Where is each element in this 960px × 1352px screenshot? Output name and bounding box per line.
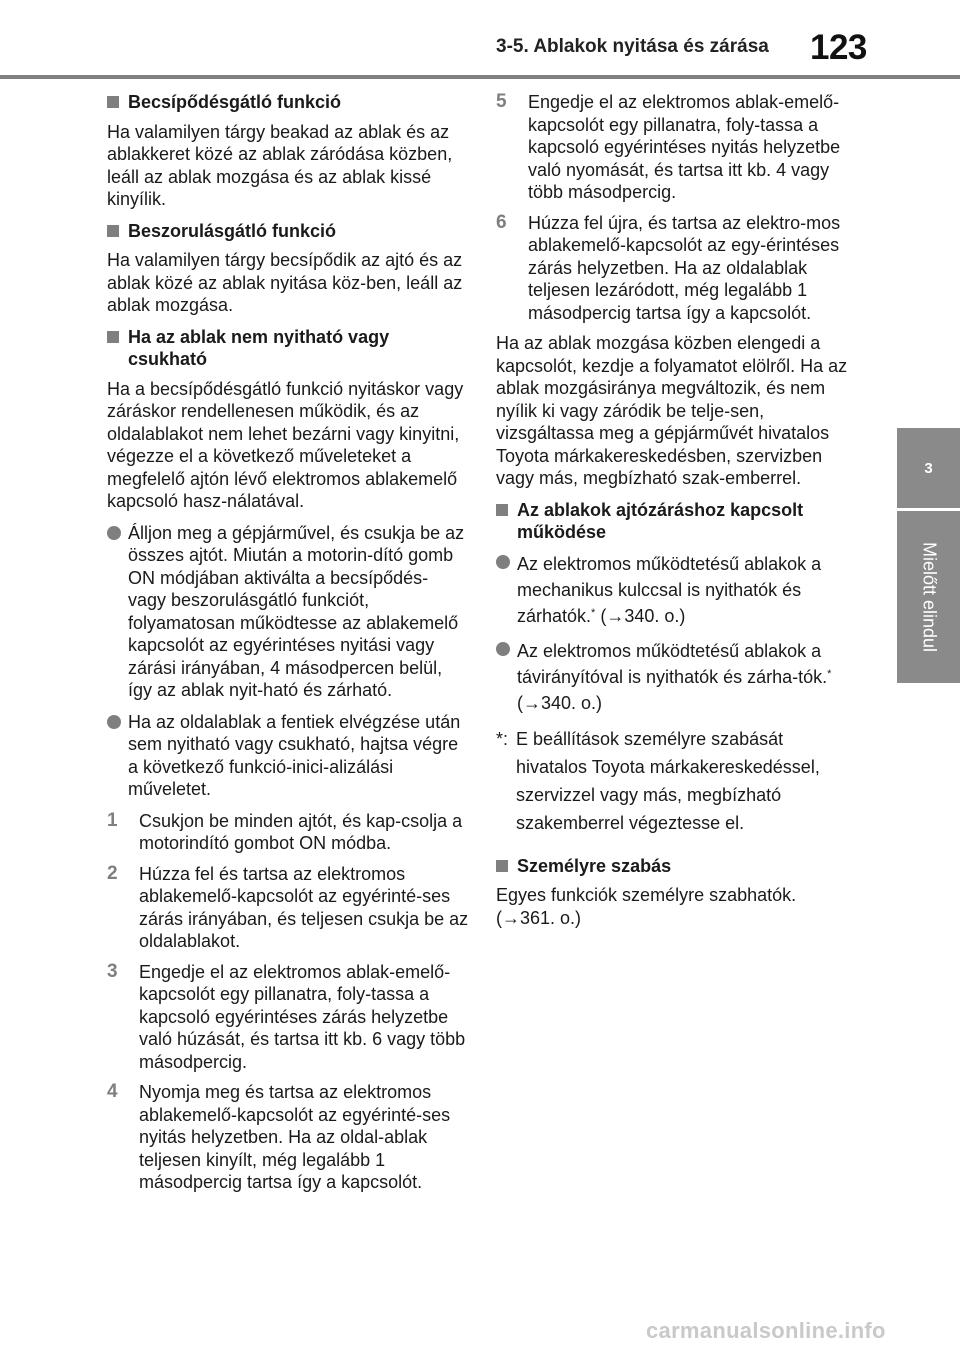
step-item — [107, 961, 469, 1074]
step-item — [107, 810, 469, 855]
square-bullet-icon — [107, 331, 119, 343]
circle-bullet-icon — [107, 526, 121, 540]
page-reference[interactable]: (→340. o.) — [595, 605, 686, 626]
page-number: 123 — [810, 28, 867, 67]
watermark: carmanualsonline.info — [646, 1318, 886, 1343]
paragraph: Ha az ablak mozgása közben elengedi a kapcsolót, kezdje a folyamatot elölről. Ha az ablak mozgásiránya megváltozik, és nem nyílik ki vagy záródik be telje-sen, vizsgáltassa meg a gépjárművét hivatalos Toyota márkakereskedésben, szervizben vagy más, megbízható szak-emberrel. — [496, 333, 848, 488]
section-heading — [107, 220, 469, 243]
heading-text: Személyre szabás — [517, 855, 672, 876]
bullet-item — [496, 551, 856, 629]
square-bullet-icon — [496, 860, 508, 872]
step-number: 1 — [107, 809, 118, 831]
chapter-title: Mielőtt elindul — [919, 541, 939, 653]
section-heading — [107, 91, 469, 114]
bullet-item — [107, 711, 469, 801]
heading-text: Az ablakok ajtózáráshoz kapcsolt működése — [517, 499, 804, 542]
footnote-star: * — [827, 667, 832, 680]
paragraph: Ha valamilyen tárgy beakad az ablak és az ablakkeret közé az ablak záródása közben, leáll az ablak mozgása és az ablak kissé kinyílik. — [107, 121, 453, 209]
chapter-number: 3 — [924, 459, 933, 477]
chapter-tab-number[interactable] — [897, 428, 960, 508]
step-number: 2 — [107, 862, 118, 884]
step-number: 4 — [107, 1081, 118, 1102]
heading-text: Ha az ablak nem nyitható vagy csukható — [128, 326, 390, 369]
bullet-text: Ha az oldalablak a fentiek elvégzése után sem nyitható vagy csukható, hajtsa végre a következő funkció-inici-alizálási műveletet. — [128, 711, 461, 799]
footnote-star: * — [591, 606, 596, 619]
step-number: 5 — [496, 91, 507, 112]
circle-bullet-icon — [496, 555, 510, 569]
section-heading — [496, 855, 856, 878]
section-heading — [107, 326, 469, 371]
bullet-text: Álljon meg a gépjárművel, és csukja be az összes ajtót. Miután a motorin-dító gomb ON módjában aktiválta a becsípődés- vagy beszorulásgátló funkciót, folyamatosan működtesse az ablakemelő kapcsolót az egyérintéses nyitási vagy zárási irányában, 4 másodpercen belül, így az ablak nyit-ható és zárható. — [128, 522, 465, 700]
bullet-item — [107, 522, 469, 702]
left-column — [107, 91, 469, 1202]
heading-text: Becsípődésgátló funkció — [128, 92, 342, 112]
step-text: Húzza fel újra, és tartsa az elektro-mos ablakemelő-kapcsolót az egy-érintéses zárás helyzetben. Ha az oldalablak teljesen lezáródott, még legalább 1 másodpercig tartsa így a kapcsolót. — [528, 212, 841, 323]
paragraph: Ha a becsípődésgátló funkció nyitáskor vagy záráskor rendellenesen működik, és az oldalablakot nem lehet bezárni vagy kinyitni, végezze el a következő műveleteket a megfelelő ajtón lévő elektromos ablakemelő kapcsoló hasz-nálatával. — [107, 378, 464, 511]
chapter-tab-title[interactable] — [897, 511, 960, 683]
section-heading — [496, 499, 856, 544]
step-text: Csukjon be minden ajtót, és kap-csolja a motorindító gombot ON módba. — [139, 810, 463, 853]
square-bullet-icon — [107, 225, 119, 237]
paragraph: Ha valamilyen tárgy becsípődik az ajtó és az ablak közé az ablak nyitása köz-ben, leáll az ablak mozgása. — [107, 250, 463, 315]
footnote-mark: *: — [496, 728, 509, 749]
circle-bullet-icon — [107, 715, 121, 729]
section-title: 3-5. Ablakok nyitása és zárása — [496, 36, 769, 57]
step-item — [107, 1081, 469, 1194]
footnote — [496, 725, 856, 837]
paragraph: Egyes funkciók személyre szabhatók. (→361. o.) — [496, 885, 797, 928]
step-text: Engedje el az elektromos ablak-emelő-kapcsolót egy pillanatra, foly-tassa a kapcsoló egyérintéses nyitás helyzetbe való nyomását, és tartsa itt kb. 4 vagy több másodpercig. — [528, 92, 841, 202]
step-text: Nyomja meg és tartsa az elektromos ablakemelő-kapcsolót az egyérinté-ses nyitás helyzetben. Ha az oldal-ablak teljesen kinyílt, még legalább 1 másodpercig tartsa így a kapcsolót. — [139, 1082, 451, 1192]
step-item — [107, 863, 469, 953]
step-number: 6 — [496, 211, 507, 233]
bullet-text: Az elektromos működtetésű ablakok a mechanikus kulccsal is nyithatók és zárhatók. — [517, 553, 822, 626]
bullet-text: Az elektromos működtetésű ablakok a távirányítóval is nyithatók és zárha-tók. — [517, 640, 828, 687]
bullet-item — [496, 638, 856, 716]
footnote-text: E beállítások személyre szabását hivatalos Toyota márkakereskedéssel, szervizzel vagy más, megbízható szakemberrel végeztesse el. — [516, 728, 820, 833]
step-item — [496, 91, 856, 204]
step-number: 3 — [107, 960, 118, 982]
square-bullet-icon — [496, 504, 508, 516]
square-bullet-icon — [107, 96, 119, 108]
step-item — [496, 212, 856, 325]
step-text: Engedje el az elektromos ablak-emelő-kapcsolót egy pillanatra, foly-tassa a kapcsoló egyérintéses zárás helyzetbe való húzását, és tartsa itt kb. 6 vagy több másodpercig. — [139, 961, 466, 1072]
heading-text: Beszorulásgátló funkció — [128, 220, 337, 241]
step-text: Húzza fel és tartsa az elektromos ablakemelő-kapcsolót az egyérinté-ses zárás irányában, és teljesen csukja be az oldalablakot. — [139, 863, 469, 951]
circle-bullet-icon — [496, 642, 510, 656]
header-rule — [0, 75, 960, 79]
right-column — [496, 91, 856, 938]
page-reference[interactable]: (→340. o.) — [517, 692, 603, 713]
